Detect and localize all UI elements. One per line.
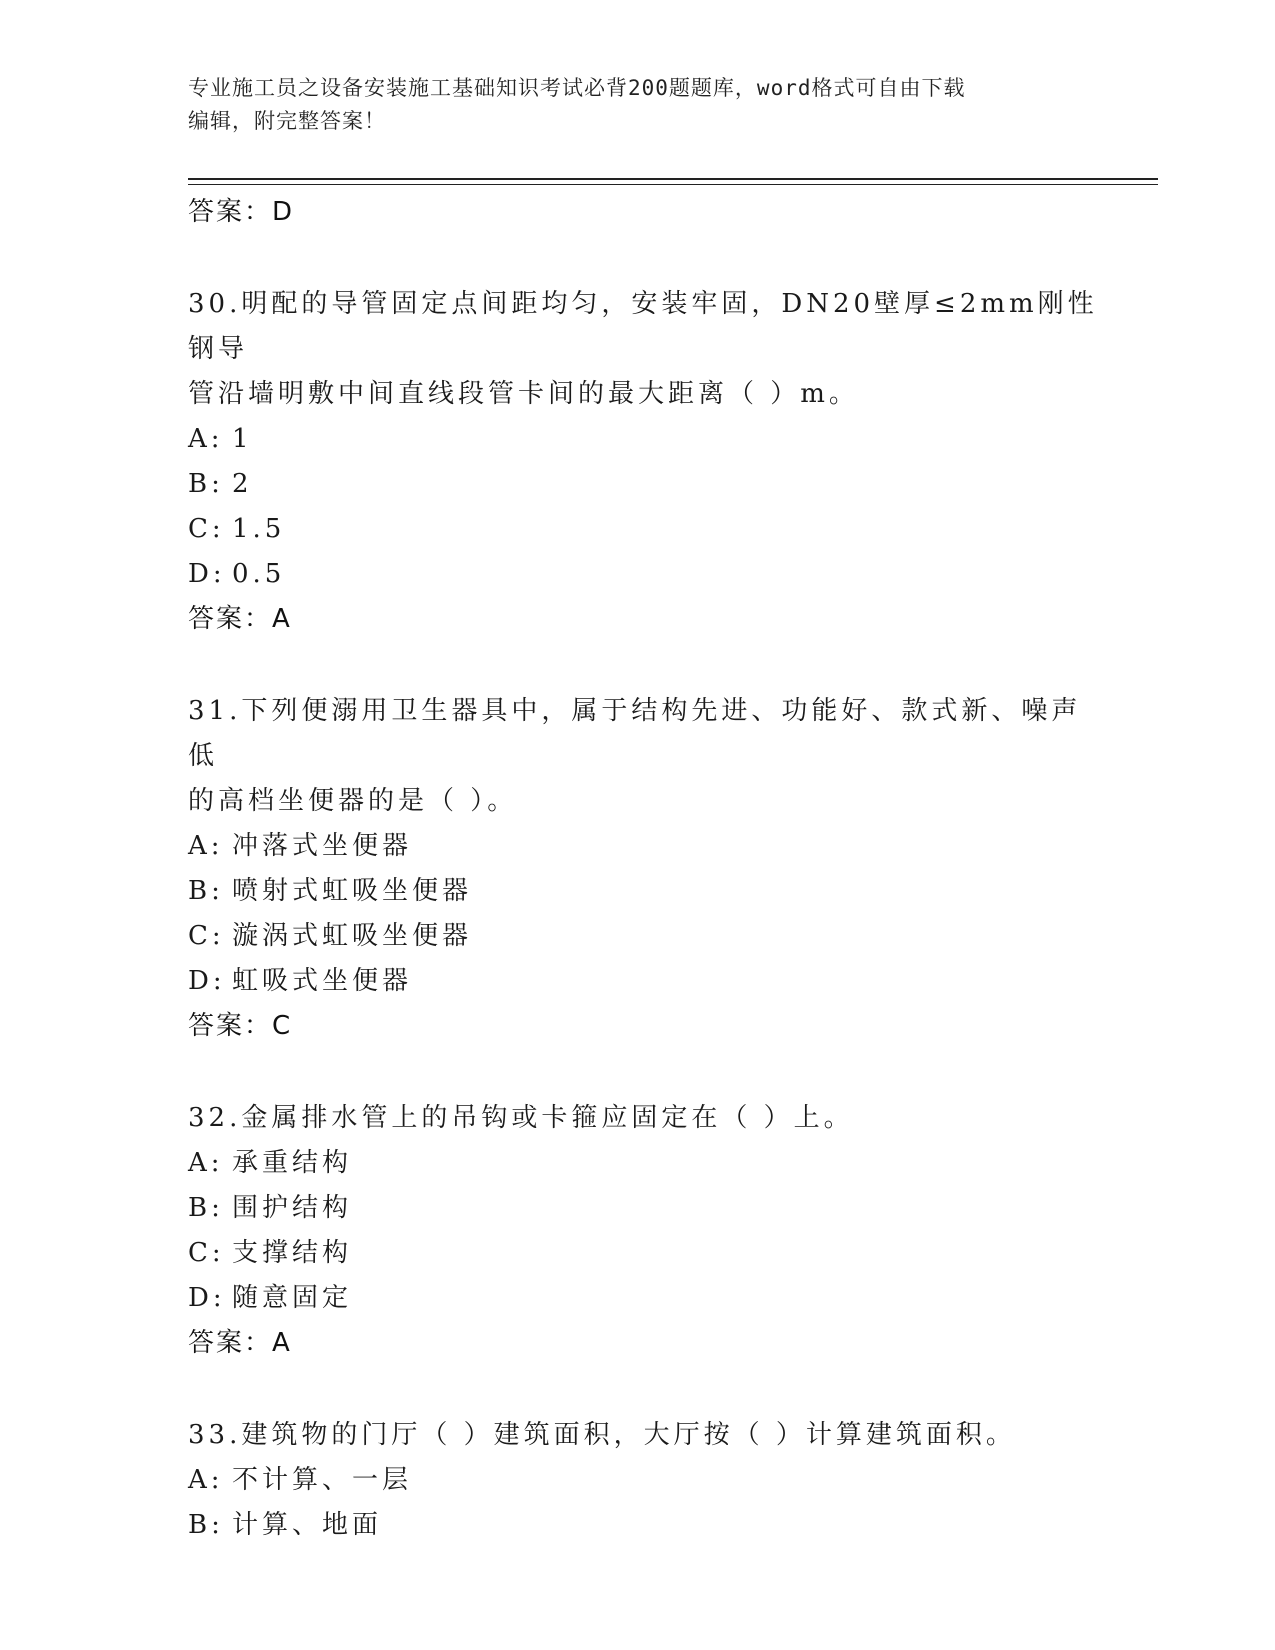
- option-letter: A:: [188, 831, 224, 861]
- option-letter: A:: [188, 424, 224, 454]
- option-text: 虹吸式坐便器: [232, 966, 413, 996]
- question-text: 32.金属排水管上的吊钩或卡箍应固定在（ ）上。: [188, 1103, 854, 1133]
- option-letter: D:: [188, 1283, 226, 1313]
- option-text: 支撑结构: [232, 1238, 353, 1268]
- question-block: [188, 282, 1108, 642]
- option-b: [188, 869, 1108, 914]
- question-block: [188, 1413, 1108, 1548]
- header-line-1: 专业施工员之设备安装施工基础知识考试必背200题题库，word格式可自由下载: [188, 76, 966, 100]
- option-text: 冲落式坐便器: [232, 831, 413, 861]
- option-c: [188, 914, 1108, 959]
- option-b: [188, 1186, 1108, 1231]
- option-letter: A:: [188, 1465, 224, 1495]
- option-letter: B:: [188, 469, 224, 499]
- option-letter: B:: [188, 1510, 224, 1540]
- option-a: [188, 1141, 1108, 1186]
- option-letter: D:: [188, 559, 226, 589]
- answer-line: 答案：C: [188, 1011, 293, 1041]
- option-a: [188, 1458, 1108, 1503]
- answer-line: 答案：A: [188, 604, 292, 634]
- question-list: [188, 190, 1108, 1548]
- option-a: [188, 417, 1108, 462]
- question-block: [188, 1096, 1108, 1366]
- option-letter: B:: [188, 876, 224, 906]
- option-text: 1: [232, 424, 253, 454]
- option-text: 2: [232, 469, 253, 499]
- option-d: [188, 959, 1108, 1004]
- option-text: 0.5: [232, 559, 286, 589]
- option-text: 承重结构: [232, 1148, 353, 1178]
- option-b: [188, 1503, 1108, 1548]
- option-letter: C:: [188, 921, 225, 951]
- option-c: [188, 507, 1108, 552]
- option-b: [188, 462, 1108, 507]
- question-text: 的高档坐便器的是（ ）。: [188, 786, 518, 816]
- option-letter: A:: [188, 1148, 224, 1178]
- question-block: [188, 689, 1108, 1049]
- option-d: [188, 1276, 1108, 1321]
- header-divider-thin: [188, 184, 1158, 185]
- option-d: [188, 552, 1108, 597]
- question-text: 管沿墙明敷中间直线段管卡间的最大距离（ ）m。: [188, 379, 859, 409]
- option-text: 随意固定: [232, 1283, 353, 1313]
- header-divider-thick: [188, 178, 1158, 180]
- option-text: 围护结构: [232, 1193, 353, 1223]
- option-text: 计算、地面: [232, 1510, 383, 1540]
- option-c: [188, 1231, 1108, 1276]
- option-text: 不计算、一层: [232, 1465, 413, 1495]
- question-text: 31.下列便溺用卫生器具中，属于结构先进、功能好、款式新、噪声低: [188, 696, 1082, 771]
- page-header: [188, 72, 1088, 138]
- option-letter: B:: [188, 1193, 224, 1223]
- answer-line: 答案：A: [188, 1328, 292, 1358]
- option-text: 喷射式虹吸坐便器: [232, 876, 473, 906]
- option-letter: C:: [188, 1238, 225, 1268]
- option-letter: C:: [188, 514, 225, 544]
- header-line-2: 编辑，附完整答案！: [188, 109, 386, 133]
- option-text: 1.5: [232, 514, 286, 544]
- option-letter: D:: [188, 966, 226, 996]
- question-text: 33.建筑物的门厅（ ）建筑面积，大厅按（ ）计算建筑面积。: [188, 1420, 1016, 1450]
- question-text: 30.明配的导管固定点间距均匀，安装牢固，DN20壁厚≤2mm刚性钢导: [188, 289, 1098, 364]
- answer-line: 答案：D: [188, 197, 295, 227]
- option-text: 漩涡式虹吸坐便器: [232, 921, 473, 951]
- option-a: [188, 824, 1108, 869]
